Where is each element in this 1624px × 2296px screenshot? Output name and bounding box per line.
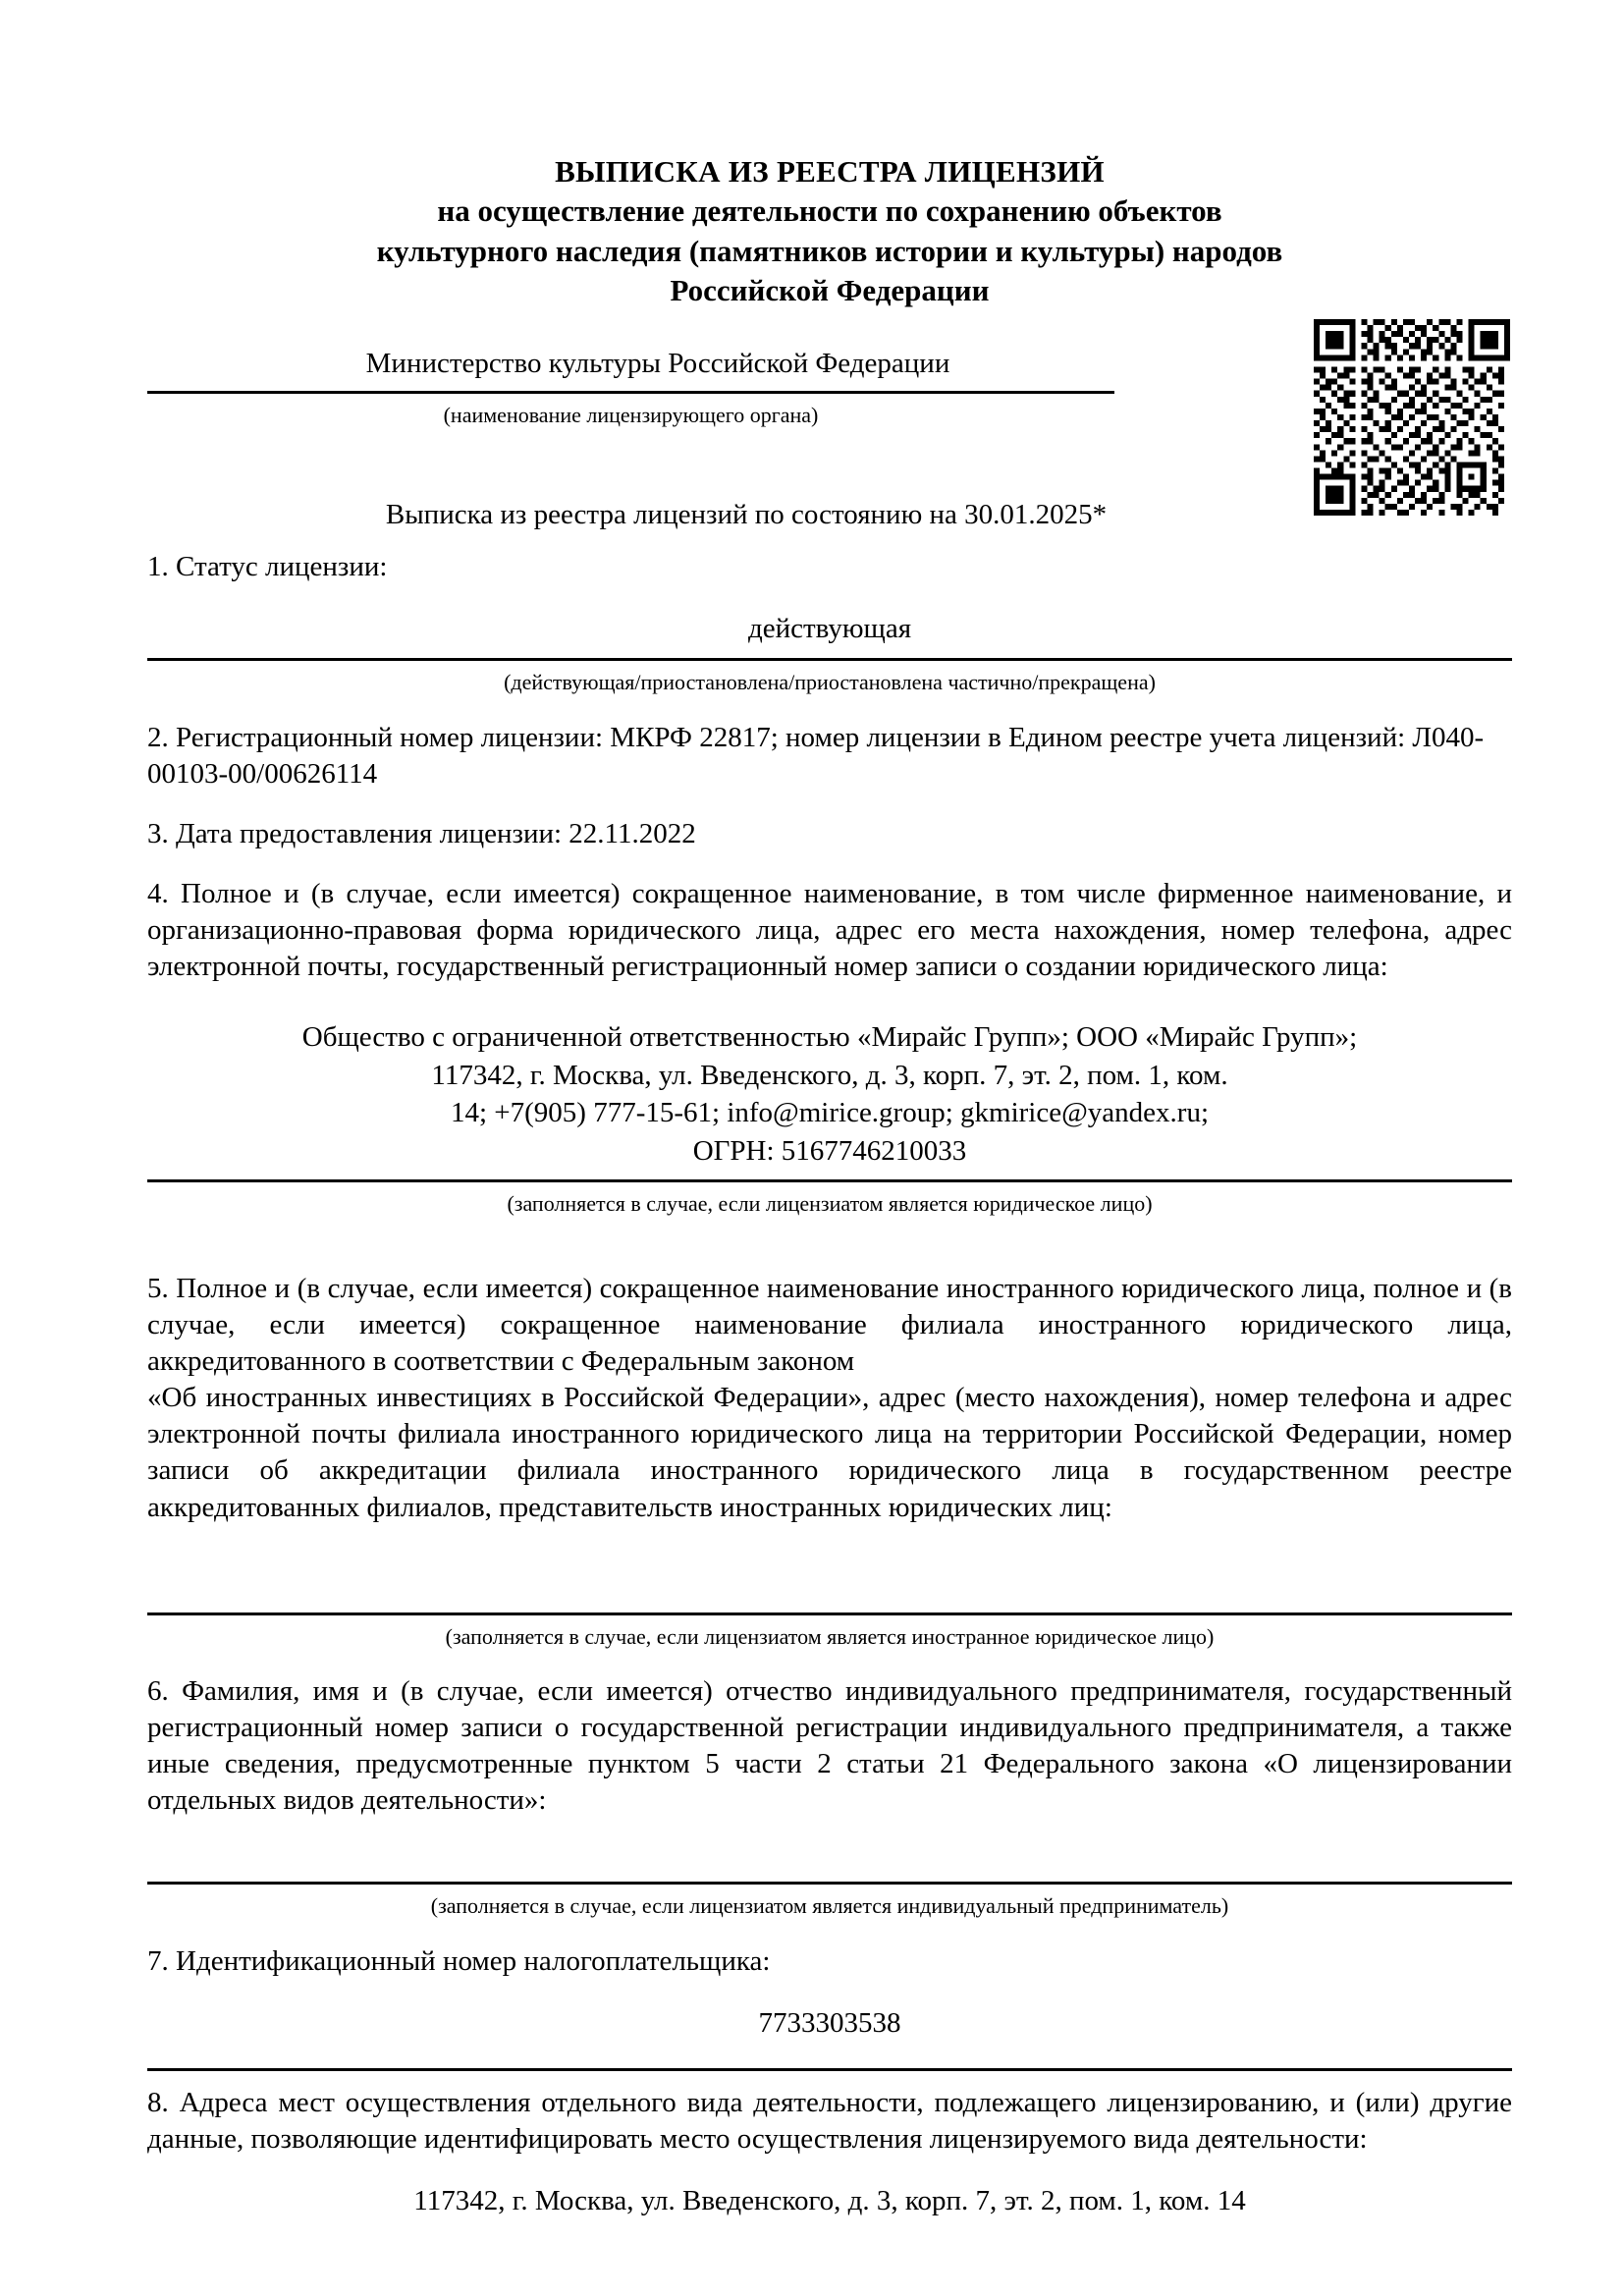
licensee-address-line-1: 117342, г. Москва, ул. Введенского, д. 3, корп. 7, эт. 2, пом. 1, ком. <box>431 1059 1228 1091</box>
item-7-rule <box>147 2068 1512 2071</box>
spacer <box>147 1526 1512 1603</box>
item-5-rule <box>147 1613 1512 1615</box>
licensee-contacts: 14; +7(905) 777-15-61; info@mirice.group; gkmirice@yandex.ru; <box>450 1097 1210 1129</box>
licensing-authority-caption: (наименование лицензирующего органа) <box>443 402 819 427</box>
registry-state-line: Выписка из реестра лицензий по состоянию на 30.01.2025* <box>385 499 1108 531</box>
item-8-value: 117342, г. Москва, ул. Введенского, д. 3, корп. 7, эт. 2, пом. 1, ком. 14 <box>413 2184 1246 2216</box>
item-4-rule <box>147 1179 1512 1182</box>
document-body <box>147 0 1512 2220</box>
item-6-caption: (заполняется в случае, если лицензиатом является индивидуальный предприниматель) <box>430 1893 1229 1919</box>
item-4-text: 4. Полное и (в случае, если имеется) сокращенное наименование, в том числе фирменное наименование, и организационно-правовая форма юридического лица, адрес его места нахождения, номер телефона, адрес электронной почты, государственный регистрационный номер записи о создании юридического лица: <box>147 877 1512 983</box>
item-1-rule <box>147 658 1512 661</box>
spacer <box>147 1218 1512 1247</box>
title-line-4: Российской Федерации <box>670 272 990 307</box>
item-4-caption: (заполняется в случае, если лицензиатом является юридическое лицо) <box>507 1191 1153 1217</box>
title-line-2: на осуществление деятельности по сохранению объектов <box>437 193 1222 229</box>
item-1-value: действующая <box>747 613 912 645</box>
item-7-label: 7. Идентификационный номер налогоплательщика: <box>147 1944 771 1977</box>
item-2-text: 2. Регистрационный номер лицензии: МКРФ 22817; номер лицензии в Едином реестре учета лицензий: Л040-00103-00/00626114 <box>147 721 1485 790</box>
spacer <box>147 1819 1512 1872</box>
item-4-value <box>147 1018 1512 1170</box>
item-3-text: 3. Дата предоставления лицензии: 22.11.2022 <box>147 817 696 849</box>
page-title <box>147 0 1512 310</box>
item-1-caption: (действующая/приостановлена/приостановлена частично/прекращена) <box>504 670 1156 695</box>
item-5-caption: (заполняется в случае, если лицензиатом является иностранное юридическое лицо) <box>445 1623 1215 1649</box>
item-8-text: 8. Адреса мест осуществления отдельного вида деятельности, подлежащего лицензированию, и (или) другие данные, позволяющие идентифицировать место осуществления лицензируемого вида деятельности: <box>147 2086 1512 2155</box>
item-1-label: 1. Статус лицензии: <box>147 551 388 583</box>
licensing-authority-name: Министерство культуры Российской Федерации <box>365 348 950 380</box>
item-5-text: 5. Полное и (в случае, если имеется) сокращенное наименование иностранного юридического лица, полное и (в случае, если имеется) сокращенное наименование филиала иностранного юридического лица, аккредитованного в соответствии с Федеральным законом <box>147 1272 1512 1378</box>
item-6-rule <box>147 1882 1512 1885</box>
licensee-full-name: Общество с ограниченной ответственностью «Мирайс Групп»; ООО «Мирайс Групп»; <box>301 1021 1358 1054</box>
item-6-text: 6. Фамилия, имя и (в случае, если имеется) отчество индивидуального предпринимателя, государственный регистрационный номер записи о государственной регистрации индивидуального предпринимателя, а также иные сведения, предусмотренные пунктом 5 части 2 статьи 21 Федерального закона «О лицензировании отдельных видов деятельности»: <box>147 1675 1512 1817</box>
title-line-1: ВЫПИСКА ИЗ РЕЕСТРА ЛИЦЕНЗИЙ <box>555 154 1105 189</box>
authority-rule <box>147 391 1114 394</box>
item-5-text-part2: «Об иностранных инвестициях в Российской Федерации», адрес (место нахождения), номер телефона и адрес электронной почты филиала иностранного юридического лица на территории Российской Федерации, номер записи об аккредитации филиала иностранного юридического лица в государственном реестре аккредитованных филиалов, представительств иностранных юридических лиц: <box>147 1382 1512 1523</box>
item-7-value: 7733303538 <box>758 2006 901 2039</box>
title-line-3: культурного наследия (памятников истории и культуры) народов <box>376 233 1283 268</box>
licensee-ogrn: ОГРН: 5167746210033 <box>692 1134 967 1167</box>
